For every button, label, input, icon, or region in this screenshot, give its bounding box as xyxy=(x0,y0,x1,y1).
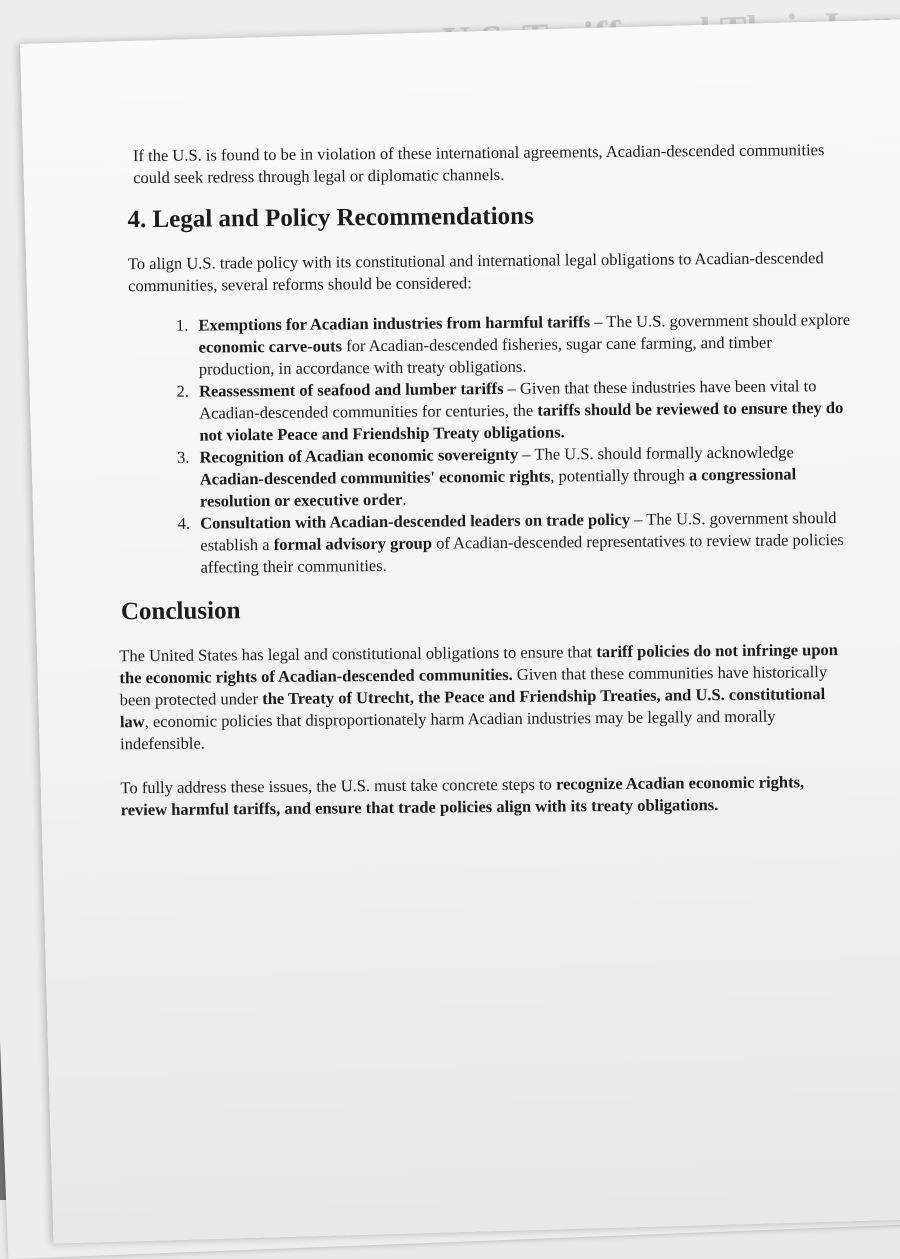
conclusion-paragraph-2 xyxy=(120,771,854,821)
conclusion-text: The United States has legal and constitutional obligations to ensure that xyxy=(119,642,596,665)
conclusion-text: To fully address these issues, the U.S. must take concrete steps to xyxy=(120,774,556,797)
item-bold: tariffs should be reviewed to ensure they do not violate Peace and Friendship Treaty obligations. xyxy=(199,398,843,445)
item-text: – Given that these industries have been vital to Acadian-descended communities for centuries, the xyxy=(199,376,816,422)
conclusion-bold: recognize Acadian economic rights, review harmful tariffs, and ensure that trade policies align with its treaty obligations. xyxy=(121,772,805,819)
item-bold: formal advisory group xyxy=(274,534,432,554)
section-heading: 4. Legal and Policy Recommendations xyxy=(127,199,849,235)
item-text: for Acadian-descended fisheries, sugar cane farming, and timber production, in accordance with treaty obligations. xyxy=(199,333,772,379)
item-text: – The U.S. should formally acknowledge xyxy=(518,442,794,463)
item-title: Reassessment of seafood and lumber tariffs xyxy=(199,379,504,401)
list-item xyxy=(193,375,852,447)
front-sheet xyxy=(20,18,900,1243)
conclusion-text: , economic policies that disproportionately harm Acadian industries may be legally and morally indefensible. xyxy=(120,707,776,754)
conclusion-paragraph-1 xyxy=(119,639,854,755)
item-text: – The U.S. government should establish a xyxy=(200,508,836,555)
list-item xyxy=(192,309,851,381)
intro-paragraph: If the U.S. is found to be in violation of these international agreements, Acadian-descended communities could seek redress through legal or diplomatic channels. xyxy=(133,139,849,189)
item-text: . xyxy=(402,490,406,509)
item-title: Recognition of Acadian economic sovereignty xyxy=(200,445,519,467)
section-lead: To align U.S. trade policy with its constitutional and international legal obligations to Acadian-descended communities, several reforms should be considered: xyxy=(128,247,850,297)
item-text: – The U.S. government should explore xyxy=(590,310,850,331)
conclusion-text: Given that these communities have historically been protected under xyxy=(120,662,828,709)
item-bold: a congressional resolution or executive order xyxy=(200,464,796,510)
item-bold: Acadian-descended communities' economic rights xyxy=(200,467,551,489)
conclusion-heading: Conclusion xyxy=(121,591,853,627)
conclusion-bold: the Treaty of Utrecht, the Peace and Friendship Treaties, and U.S. constitutional law xyxy=(120,684,825,731)
list-item xyxy=(194,507,853,579)
item-text: of Acadian-descended representatives to review trade policies affecting their communities. xyxy=(200,530,843,577)
item-text: , potentially through xyxy=(550,465,689,485)
document-page xyxy=(119,139,855,821)
item-bold: economic carve-outs xyxy=(199,336,343,356)
item-title: Consultation with Acadian-descended leaders on trade policy xyxy=(200,510,630,533)
list-item xyxy=(193,441,852,513)
item-title: Exemptions for Acadian industries from harmful tariffs xyxy=(198,312,590,334)
conclusion-bold: tariff policies do not infringe upon the economic rights of Acadian-descended communities. xyxy=(119,640,838,687)
recommendations-list xyxy=(120,309,852,579)
